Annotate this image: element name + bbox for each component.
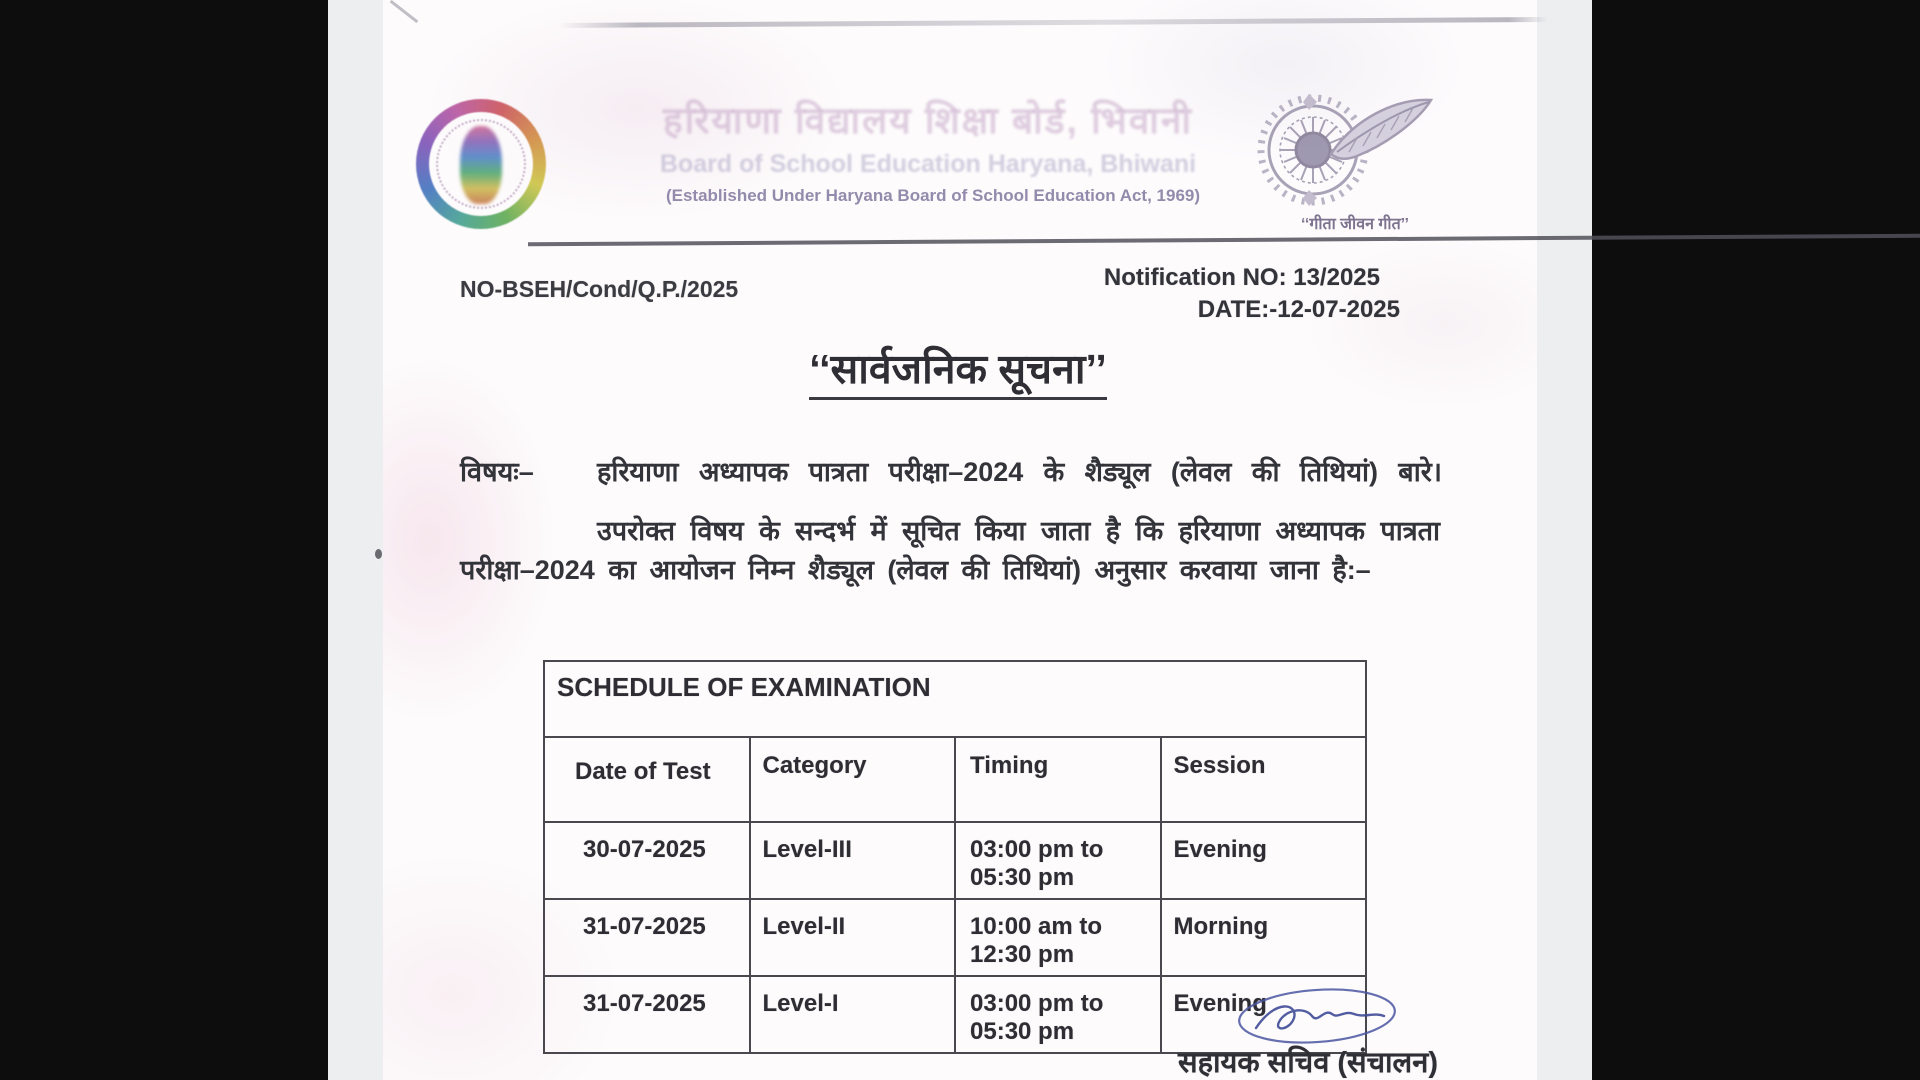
cell-timing: 10:00 am to 12:30 pm xyxy=(955,899,1161,976)
cell-category: Level-II xyxy=(750,899,956,976)
established-line: (Established Under Haryana Board of School Education Act, 1969) xyxy=(665,186,1201,205)
col-header-date: Date of Test xyxy=(544,737,750,822)
cell-session: Evening xyxy=(1161,976,1367,1053)
notification-number: Notification NO: 13/2025 xyxy=(1103,264,1380,291)
table-header-row xyxy=(544,737,1366,822)
subject-text: हरियाणा अध्यापक पात्रता परीक्षा–2024 के शैड्यूल (लेवल की तिथियां) बारे। xyxy=(597,457,1442,487)
page-title: ‘‘सार्वजनिक सूचना’’ xyxy=(703,340,1213,396)
cell-date: 30-07-2025 xyxy=(544,822,750,899)
body-paragraph: उपरोक्त विषय के सन्दर्भ में सूचित किया जाता है कि हरियाणा अध्यापक पात्रता परीक्षा–2024 का आयोजन निम्न शैड्यूल (लेवल की तिथियां) अनुसार करवाया जाना है:– xyxy=(460,516,1440,585)
org-name-hindi: हरियाणा विद्यालय शिक्षा बोर्ड, भिवानी xyxy=(663,100,1193,141)
chakra-feather-icon xyxy=(1245,90,1453,212)
letterbox-right xyxy=(1592,0,1920,1080)
table-row xyxy=(544,899,1366,976)
cell-category: Level-I xyxy=(750,976,956,1053)
table-row xyxy=(544,822,1366,899)
scan-shadow-streak xyxy=(558,17,1548,28)
page-corner-mark xyxy=(390,0,419,23)
ink-stray-mark xyxy=(375,549,382,559)
col-header-session: Session xyxy=(1161,737,1367,822)
org-name-english: Board of School Education Haryana, Bhiwani xyxy=(659,150,1197,178)
signatory-designation: सहायक सचिव (संचालन) xyxy=(1178,1047,1438,1079)
subject-label: विषयः– xyxy=(460,457,534,487)
signature-icon xyxy=(1232,986,1407,1048)
cell-category: Level-III xyxy=(750,822,956,899)
col-header-category: Category xyxy=(750,737,956,822)
table-caption-row xyxy=(544,661,1366,737)
reference-number: NO-BSEH/Cond/Q.P./2025 xyxy=(460,276,739,302)
letterbox-left xyxy=(0,0,328,1080)
col-header-timing: Timing xyxy=(955,737,1161,822)
cell-timing: 03:00 pm to 05:30 pm xyxy=(955,822,1161,899)
cell-date: 31-07-2025 xyxy=(544,899,750,976)
board-seal-figure xyxy=(460,126,502,204)
cell-date: 31-07-2025 xyxy=(544,976,750,1053)
cell-timing: 03:00 pm to 05:30 pm xyxy=(955,976,1161,1053)
motto-text: ‘‘गीता जीवन गीत’’ xyxy=(1301,216,1409,233)
cell-session: Morning xyxy=(1161,899,1367,976)
board-seal-icon xyxy=(416,99,546,229)
cell-session: Evening xyxy=(1161,822,1367,899)
document-page xyxy=(383,0,1537,1080)
notification-date: DATE:-12-07-2025 xyxy=(1197,296,1400,323)
table-caption: SCHEDULE OF EXAMINATION xyxy=(544,661,1366,737)
